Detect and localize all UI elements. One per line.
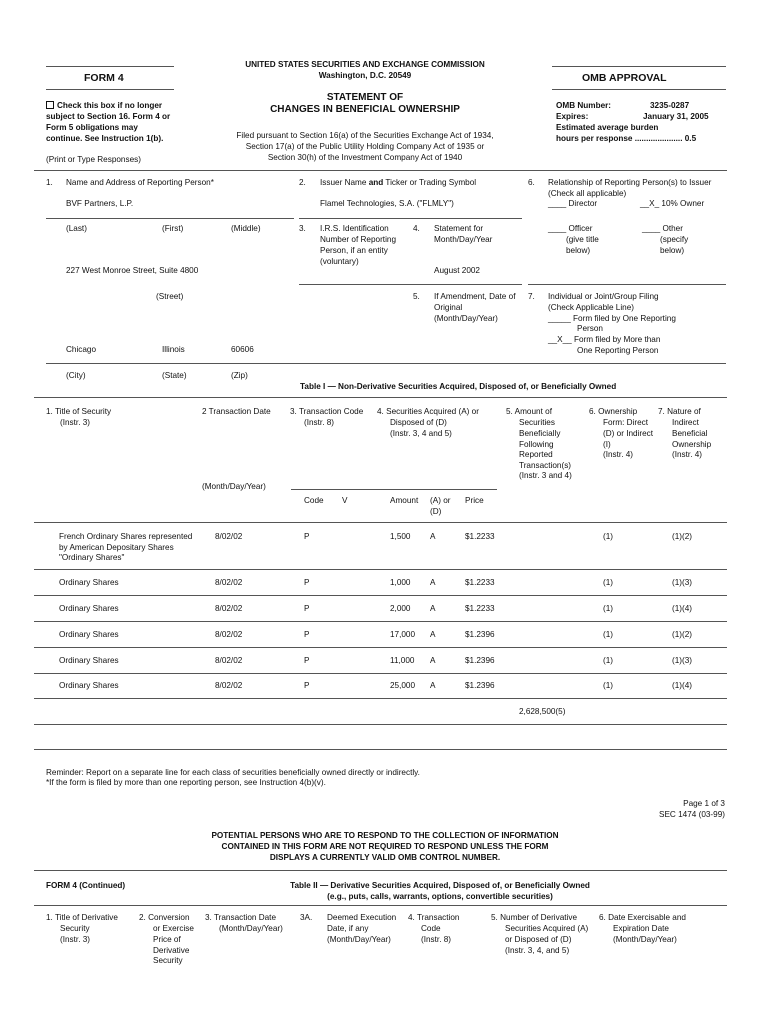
t1-h6-line4: (I) — [603, 440, 611, 449]
t1-header-bottom-rule — [34, 522, 727, 523]
row-amount: 11,000 — [390, 656, 415, 665]
box5-line1: If Amendment, Date of — [434, 292, 516, 301]
row-divider — [34, 673, 727, 674]
row-date: 8/02/02 — [215, 578, 243, 587]
box6-line1: Relationship of Reporting Person(s) to Issuer — [548, 178, 712, 187]
t2-h4-line3: (Instr. 8) — [421, 935, 452, 944]
t1-h4-line1: 4. Securities Acquired (A) or — [377, 407, 479, 416]
footer-rule — [34, 870, 727, 871]
form-title: FORM 4 — [84, 72, 124, 84]
row-date: 8/02/02 — [215, 656, 243, 665]
row-code: P — [304, 578, 310, 587]
t2-h2-line3: Price of — [153, 935, 181, 944]
row-price: $1.2233 — [465, 578, 495, 587]
omb-rule-top — [552, 66, 726, 67]
t1-h6-line3: (D) or Indirect — [603, 429, 654, 438]
t2-h5-line2: Securities Acquired (A) — [505, 924, 589, 933]
box7-line2: (Check Applicable Line) — [548, 303, 635, 312]
one-person-option[interactable]: _____ Form filed by One Reporting — [548, 314, 676, 323]
form4-continued-label: FORM 4 (Continued) — [46, 881, 126, 890]
t1-h1-line1: 1. Title of Security — [46, 407, 112, 416]
box2-label — [320, 178, 476, 189]
row-ownership: (1) — [603, 532, 614, 541]
row-title-line1: Ordinary Shares — [59, 681, 119, 690]
statement-month-value: August 2002 — [434, 266, 480, 275]
t1-sub-code: Code — [304, 496, 324, 505]
box7-number: 7. — [528, 292, 535, 301]
row-divider — [34, 621, 727, 622]
city-value: Chicago — [66, 345, 97, 354]
agency-location: Washington, D.C. 20549 — [318, 71, 412, 80]
t1-h6-line1: 6. Ownership — [589, 407, 638, 416]
officer-caption-line2: (give title — [566, 235, 599, 244]
row-price: $1.2396 — [465, 681, 495, 690]
potential-persons-line3: DISPLAYS A CURRENTLY VALID OMB CONTROL NUMBER. — [269, 853, 501, 862]
name-last-caption: (Last) — [66, 224, 87, 233]
row-ad: A — [430, 532, 436, 541]
t1-h5-line5: Reported — [519, 450, 553, 459]
t2-h2-line5: Security — [153, 956, 183, 965]
row-date: 8/02/02 — [215, 630, 243, 639]
row-price: $1.2233 — [465, 604, 495, 613]
header-divider — [34, 170, 727, 171]
t1-h1-line2: (Instr. 3) — [60, 418, 91, 427]
row-title-line1: Ordinary Shares — [59, 604, 119, 613]
row-code: P — [304, 681, 310, 690]
t1-h7-line4: Ownership — [672, 440, 712, 449]
box5-line3: (Month/Day/Year) — [434, 314, 498, 323]
t2-h3a-line3: (Month/Day/Year) — [327, 935, 391, 944]
t1-sub-amount: Amount — [390, 496, 419, 505]
row-ownership: (1) — [603, 681, 614, 690]
t2-h6-line2: Expiration Date — [613, 924, 669, 933]
t1-h7-line2: Indirect — [672, 418, 699, 427]
t1-h5-line7: (Instr. 3 and 4) — [519, 471, 572, 480]
officer-caption-line3: below) — [566, 246, 591, 255]
row-title-line1: Ordinary Shares — [59, 630, 119, 639]
t1-h4-line2: Disposed of (D) — [390, 418, 447, 427]
other-option[interactable]: ____ Other — [642, 224, 683, 233]
t1-h4-line3: (Instr. 3, 4 and 5) — [390, 429, 452, 438]
t1-h5-line2: Securities — [519, 418, 555, 427]
section16-text-line3: Form 5 obligations may — [46, 123, 138, 132]
one-person-caption-line2: Person — [577, 324, 603, 333]
t1-h6-line2: Form: Direct — [603, 418, 649, 427]
row-ad: A — [430, 681, 436, 690]
t2-h3a-line1: Deemed Execution — [327, 913, 397, 922]
print-type-note: (Print or Type Responses) — [46, 155, 141, 164]
t2-h1-line2: Security — [60, 924, 90, 933]
row-ad: A — [430, 630, 436, 639]
row-ad: A — [430, 578, 436, 587]
name-first-caption: (First) — [162, 224, 184, 233]
t1-h5-line4: Following — [519, 440, 554, 449]
row-price: $1.2396 — [465, 630, 495, 639]
box5-line2: Original — [434, 303, 463, 312]
row-nature: (1)(3) — [672, 578, 693, 587]
row-date: 8/02/02 — [215, 532, 243, 541]
omb-approval-title: OMB APPROVAL — [582, 72, 667, 84]
t1-sub-price: Price — [465, 496, 484, 505]
total-rule — [34, 724, 727, 725]
section16-text-line2: subject to Section 16. Form 4 or — [46, 112, 171, 121]
box6-rule — [528, 284, 726, 285]
t1-sub-v: V — [342, 496, 348, 505]
section16-text-line4: continue. See Instruction 1(b). — [46, 134, 164, 143]
t2-h3-line1: 3. Transaction Date — [205, 913, 276, 922]
form-title-rule-top — [46, 66, 174, 67]
box4-line2: Month/Day/Year — [434, 235, 493, 244]
t2-h6-line1: 6. Date Exercisable and — [599, 913, 686, 922]
section16-checkbox-label: Check this box if no longer — [57, 101, 163, 110]
t1-h7-line5: (Instr. 4) — [672, 450, 703, 459]
section16-checkbox[interactable] — [46, 101, 54, 109]
box2-label-and: and — [368, 178, 384, 187]
row-date: 8/02/02 — [215, 681, 243, 690]
box2-number: 2. — [299, 178, 306, 187]
filed-pursuant-line1: Filed pursuant to Section 16(a) of the Securities Exchange Act of 1934, — [236, 131, 494, 140]
t1-sub-ad-line2: (D) — [430, 507, 442, 516]
row-divider — [34, 595, 727, 596]
omb-number-label: OMB Number: — [556, 101, 612, 110]
t1-h5-line1: 5. Amount of — [506, 407, 552, 416]
potential-persons-line2: CONTAINED IN THIS FORM ARE NOT REQUIRED TO RESPOND UNLESS THE FORM — [221, 842, 549, 851]
t1-h2-line1: 2 Transaction Date — [202, 407, 271, 416]
row-price: $1.2233 — [465, 532, 495, 541]
page-number: Page 1 of 3 — [683, 799, 725, 808]
row-ownership: (1) — [603, 578, 614, 587]
t2-h2-line2: or Exercise — [153, 924, 194, 933]
row-amount: 25,000 — [390, 681, 416, 690]
box2-label-part2: Ticker or Trading Symbol — [383, 178, 477, 187]
form-title-rule-bottom — [46, 89, 174, 90]
box5-number: 5. — [413, 292, 420, 301]
more-persons-option[interactable]: __X__ Form filed by More than — [548, 335, 661, 344]
omb-burden-line1: Estimated average burden — [556, 123, 659, 132]
t1-h6-line5: (Instr. 4) — [603, 450, 634, 459]
table2-top-rule — [34, 905, 727, 906]
t2-h4-line1: 4. Transaction — [408, 913, 460, 922]
omb-expires-label: Expires: — [556, 112, 589, 121]
zip-value: 60606 — [231, 345, 254, 354]
filed-pursuant-line3: Section 30(h) of the Investment Company Act of 1940 — [267, 153, 463, 162]
row-ownership: (1) — [603, 656, 614, 665]
omb-expires-value: January 31, 2005 — [643, 112, 709, 121]
row-amount: 1,500 — [390, 532, 411, 541]
statement-title-line1: STATEMENT OF — [326, 92, 404, 103]
t2-h2-line4: Derivative — [153, 946, 190, 955]
omb-burden-line2: hours per response ..................... 0.5 — [556, 134, 697, 143]
t1-h5-line6: Transaction(s) — [519, 461, 572, 470]
ten-percent-owner-option[interactable]: __X_ 10% Owner — [640, 199, 705, 208]
row-title-line3: "Ordinary Shares" — [59, 553, 125, 562]
t2-h5-line1: 5. Number of Derivative — [491, 913, 578, 922]
t2-h4-line2: Code — [421, 924, 441, 933]
state-value: Illinois — [162, 345, 185, 354]
t1-h3-line1: 3. Transaction Code — [290, 407, 364, 416]
row-nature: (1)(4) — [672, 604, 693, 613]
name-middle-caption: (Middle) — [231, 224, 261, 233]
street-caption: (Street) — [156, 292, 184, 301]
row-ad: A — [430, 604, 436, 613]
box6-line2: (Check all applicable) — [548, 189, 627, 198]
box1-name-rule — [46, 218, 294, 219]
t1-h5-line3: Beneficially — [519, 429, 561, 438]
t1-h7-line1: 7. Nature of — [658, 407, 701, 416]
potential-persons-line1: POTENTIAL PERSONS WHO ARE TO RESPOND TO THE COLLECTION OF INFORMATION — [211, 831, 559, 840]
box4-line1: Statement for — [434, 224, 484, 233]
table1-bottom-rule — [34, 749, 727, 750]
zip-caption: (Zip) — [231, 371, 248, 380]
box6-number: 6. — [528, 178, 535, 187]
state-caption: (State) — [162, 371, 187, 380]
row-ad: A — [430, 656, 436, 665]
t2-h2-line1: 2. Conversion — [139, 913, 190, 922]
row-ownership: (1) — [603, 604, 614, 613]
box2-rule — [299, 218, 522, 219]
row-nature: (1)(2) — [672, 630, 693, 639]
row-title-line1: Ordinary Shares — [59, 578, 119, 587]
t1-sub-ad-line1: (A) or — [430, 496, 451, 505]
director-option[interactable]: ____ Director — [548, 199, 598, 208]
box3-number: 3. — [299, 224, 306, 233]
t2-h1-line1: 1. Title of Derivative — [46, 913, 118, 922]
row-divider — [34, 647, 727, 648]
street-address-value: 227 West Monroe Street, Suite 4800 — [66, 266, 199, 275]
row-price: $1.2396 — [465, 656, 495, 665]
t2-h3a-number: 3A. — [300, 913, 313, 922]
row-code: P — [304, 604, 310, 613]
t2-h1-line3: (Instr. 3) — [60, 935, 91, 944]
box7-line1: Individual or Joint/Group Filing — [548, 292, 659, 301]
more-persons-caption-line2: One Reporting Person — [577, 346, 659, 355]
t2-h3-line2: (Month/Day/Year) — [219, 924, 283, 933]
other-caption-line2: (specify — [660, 235, 689, 244]
other-caption-line3: below) — [660, 246, 685, 255]
section16-checkbox-row[interactable] — [46, 101, 162, 112]
row-title-line1: Ordinary Shares — [59, 656, 119, 665]
row-divider — [34, 698, 727, 699]
box3-line2: Number of Reporting — [320, 235, 396, 244]
city-caption: (City) — [66, 371, 86, 380]
reporting-person-name: BVF Partners, L.P. — [66, 199, 134, 208]
t1-h3-line2: (Instr. 8) — [304, 418, 335, 427]
t2-h5-line4: (Instr. 3, 4, and 5) — [505, 946, 570, 955]
row-amount: 1,000 — [390, 578, 411, 587]
t2-h5-line3: or Disposed of (D) — [505, 935, 572, 944]
row-amount: 17,000 — [390, 630, 416, 639]
box2-label-part1: Issuer Name — [320, 178, 369, 187]
officer-option[interactable]: ____ Officer — [548, 224, 593, 233]
row-amount: 2,000 — [390, 604, 411, 613]
row-title-line1: French Ordinary Shares represented — [59, 532, 193, 541]
box3-line1: I.R.S. Identification — [320, 224, 389, 233]
row-date: 8/02/02 — [215, 604, 243, 613]
box4-rule — [299, 284, 522, 285]
table1-title: Table I — Non-Derivative Securities Acquired, Disposed of, or Beneficially Owned — [300, 382, 617, 391]
t1-h2-line2: (Month/Day/Year) — [202, 482, 266, 491]
row-title-line2: by American Depositary Shares — [59, 543, 174, 552]
statement-title-line2: CHANGES IN BENEFICIAL OWNERSHIP — [270, 104, 460, 115]
row-code: P — [304, 630, 310, 639]
issuer-name-value: Flamel Technologies, S.A. ("FLMLY") — [320, 199, 454, 208]
table2-title-line1: Table II — Derivative Securities Acquired, Disposed of, or Beneficially Owned — [290, 881, 590, 890]
box3-line4: (voluntary) — [320, 257, 359, 266]
row-code: P — [304, 656, 310, 665]
agency-name: UNITED STATES SECURITIES AND EXCHANGE COMMISSION — [245, 60, 485, 69]
box3-line3: Person, if an entity — [320, 246, 388, 255]
row-nature: (1)(3) — [672, 656, 693, 665]
t1-h7-line3: Beneficial — [672, 429, 708, 438]
t1-subheader-rule — [291, 489, 497, 490]
box4-number: 4. — [413, 224, 420, 233]
box1-label: Name and Address of Reporting Person* — [66, 178, 214, 187]
t2-h3a-line2: Date, if any — [327, 924, 369, 933]
table1-top-rule — [34, 397, 727, 398]
row-nature: (1)(4) — [672, 681, 693, 690]
table2-title-line2: (e.g., puts, calls, warrants, options, convertible securities) — [327, 892, 553, 901]
box1-number: 1. — [46, 178, 53, 187]
reminder-text: Reminder: Report on a separate line for each class of securities beneficially owned directly or indirectly. — [46, 768, 420, 777]
row-code: P — [304, 532, 310, 541]
row-nature: (1)(2) — [672, 532, 693, 541]
row-ownership: (1) — [603, 630, 614, 639]
total-beneficially-owned: 2,628,500(5) — [519, 707, 566, 716]
sec-form-number: SEC 1474 (03-99) — [659, 810, 725, 819]
city-row-rule — [46, 363, 726, 364]
filed-pursuant-line2: Section 17(a) of the Public Utility Holding Company Act of 1935 or — [245, 142, 485, 151]
row-divider — [34, 569, 727, 570]
t2-h6-line3: (Month/Day/Year) — [613, 935, 677, 944]
multiple-person-note: *If the form is filed by more than one reporting person, see Instruction 4(b)(v). — [46, 778, 326, 787]
omb-rule-bottom — [552, 89, 726, 90]
omb-number-value: 3235-0287 — [650, 101, 690, 110]
